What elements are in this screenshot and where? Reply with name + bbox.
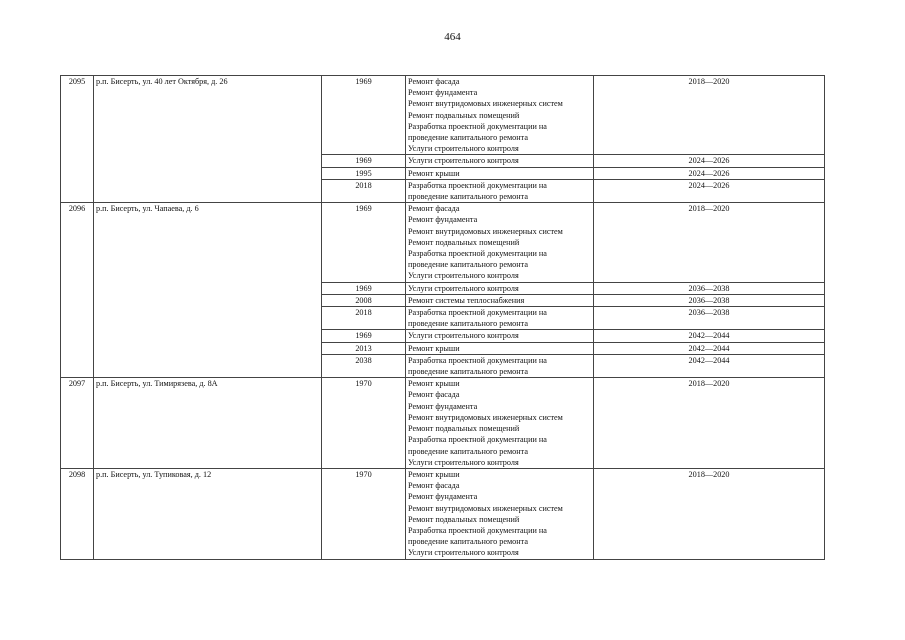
repair-work-item: проведение капитального ремонта	[408, 537, 528, 547]
repair-work-item: Ремонт подвальных помещений	[408, 424, 520, 434]
repair-work-item: Разработка проектной документации на	[408, 121, 547, 131]
last-repair-year: 2038	[322, 354, 406, 377]
repair-work-item: проведение капитального ремонта	[408, 367, 528, 377]
last-repair-year: 2008	[322, 294, 406, 306]
repair-work-item: Ремонт фасада	[408, 77, 460, 86]
repair-work-item: проведение капитального ремонта	[408, 260, 528, 270]
repair-work-item: проведение капитального ремонта	[408, 192, 528, 202]
repair-work-item: Ремонт крыши	[408, 168, 460, 178]
repair-work-item: Ремонт фасада	[408, 390, 460, 400]
repair-work-item: Ремонт фундамента	[408, 88, 478, 98]
page-number: 464	[444, 31, 461, 43]
planned-period: 2018—2020	[594, 76, 825, 155]
last-repair-year: 2018	[322, 307, 406, 330]
repair-work-item: Ремонт фундамента	[408, 401, 478, 411]
repair-work-item: Услуги строительного контроля	[408, 548, 519, 558]
repair-work-item: Услуги строительного контроля	[408, 283, 519, 293]
repair-work-item: Ремонт крыши	[408, 379, 460, 389]
repair-work-item: Ремонт фундамента	[408, 492, 478, 502]
repair-work-item: Разработка проектной документации на	[408, 180, 547, 190]
repair-works	[406, 354, 594, 377]
repair-work-item: Услуги строительного контроля	[408, 271, 519, 281]
repair-work-item: Ремонт фасада	[408, 204, 460, 214]
repair-works	[406, 282, 594, 294]
table-row	[61, 378, 825, 469]
repair-works	[406, 294, 594, 306]
repair-works	[406, 167, 594, 179]
repair-work-item: Ремонт внутридомовых инженерных систем	[408, 412, 563, 422]
repair-work-item: Услуги строительного контроля	[408, 457, 519, 467]
building-address: р.п. Бисерть, ул. Тупиковая, д. 12	[94, 468, 322, 559]
planned-period: 2036—2038	[594, 294, 825, 306]
repair-work-item: Услуги строительного контроля	[408, 144, 519, 154]
repair-work-item: Разработка проектной документации на	[408, 355, 547, 365]
record-number: 2097	[61, 378, 94, 469]
table-row	[61, 468, 825, 559]
planned-period: 2024—2026	[594, 167, 825, 179]
last-repair-year: 2018	[322, 179, 406, 202]
repair-work-item: проведение капитального ремонта	[408, 446, 528, 456]
repair-works	[406, 155, 594, 167]
repair-work-item: проведение капитального ремонта	[408, 319, 528, 329]
last-repair-year: 1970	[322, 378, 406, 469]
last-repair-year: 1969	[322, 282, 406, 294]
record-number: 2098	[61, 468, 94, 559]
repair-work-item: Ремонт внутридомовых инженерных систем	[408, 99, 563, 109]
repair-work-item: Ремонт крыши	[408, 469, 460, 479]
building-address: р.п. Бисерть, ул. 40 лет Октября, д. 26	[94, 76, 322, 203]
last-repair-year: 1969	[322, 203, 406, 282]
repair-work-item: Ремонт подвальных помещений	[408, 110, 520, 120]
last-repair-year: 1969	[322, 330, 406, 342]
planned-period: 2024—2026	[594, 155, 825, 167]
repair-work-item: Ремонт системы теплоснабжения	[408, 295, 525, 305]
repair-work-item: Ремонт фасада	[408, 481, 460, 491]
repair-work-item: Ремонт внутридомовых инженерных систем	[408, 503, 563, 513]
repair-work-item: Ремонт подвальных помещений	[408, 237, 520, 247]
planned-period: 2042—2044	[594, 342, 825, 354]
repair-work-item: Ремонт крыши	[408, 343, 460, 353]
repair-works	[406, 76, 594, 155]
last-repair-year: 1969	[322, 76, 406, 155]
repair-works	[406, 179, 594, 202]
table-row	[61, 203, 825, 282]
repair-work-item: Ремонт внутридомовых инженерных систем	[408, 226, 563, 236]
planned-period: 2018—2020	[594, 468, 825, 559]
repair-work-item: Ремонт фундамента	[408, 215, 478, 225]
repair-work-item: Услуги строительного контроля	[408, 156, 519, 166]
repair-works	[406, 330, 594, 342]
last-repair-year: 2013	[322, 342, 406, 354]
planned-period: 2036—2038	[594, 282, 825, 294]
repair-works	[406, 307, 594, 330]
planned-period: 2036—2038	[594, 307, 825, 330]
repair-work-item: Услуги строительного контроля	[408, 331, 519, 341]
planned-period: 2024—2026	[594, 179, 825, 202]
last-repair-year: 1969	[322, 155, 406, 167]
building-address: р.п. Бисерть, ул. Чапаева, д. 6	[94, 203, 322, 378]
last-repair-year: 1995	[322, 167, 406, 179]
repair-work-item: Разработка проектной документации на	[408, 249, 547, 259]
planned-period: 2018—2020	[594, 378, 825, 469]
record-number: 2096	[61, 203, 94, 378]
planned-period: 2018—2020	[594, 203, 825, 282]
repair-works	[406, 203, 594, 282]
table-body	[61, 76, 825, 560]
repair-work-item: Ремонт подвальных помещений	[408, 514, 520, 524]
repair-work-item: Разработка проектной документации на	[408, 435, 547, 445]
repair-works	[406, 342, 594, 354]
last-repair-year: 1970	[322, 468, 406, 559]
repair-works	[406, 378, 594, 469]
planned-period: 2042—2044	[594, 330, 825, 342]
repair-work-item: Разработка проектной документации на	[408, 525, 547, 535]
planned-period: 2042—2044	[594, 354, 825, 377]
repair-schedule-table	[60, 75, 825, 560]
repair-work-item: проведение капитального ремонта	[408, 133, 528, 143]
repair-works	[406, 468, 594, 559]
table-row	[61, 76, 825, 155]
record-number: 2095	[61, 76, 94, 203]
repair-work-item: Разработка проектной документации на	[408, 308, 547, 318]
building-address: р.п. Бисерть, ул. Тимирязева, д. 8А	[94, 378, 322, 469]
